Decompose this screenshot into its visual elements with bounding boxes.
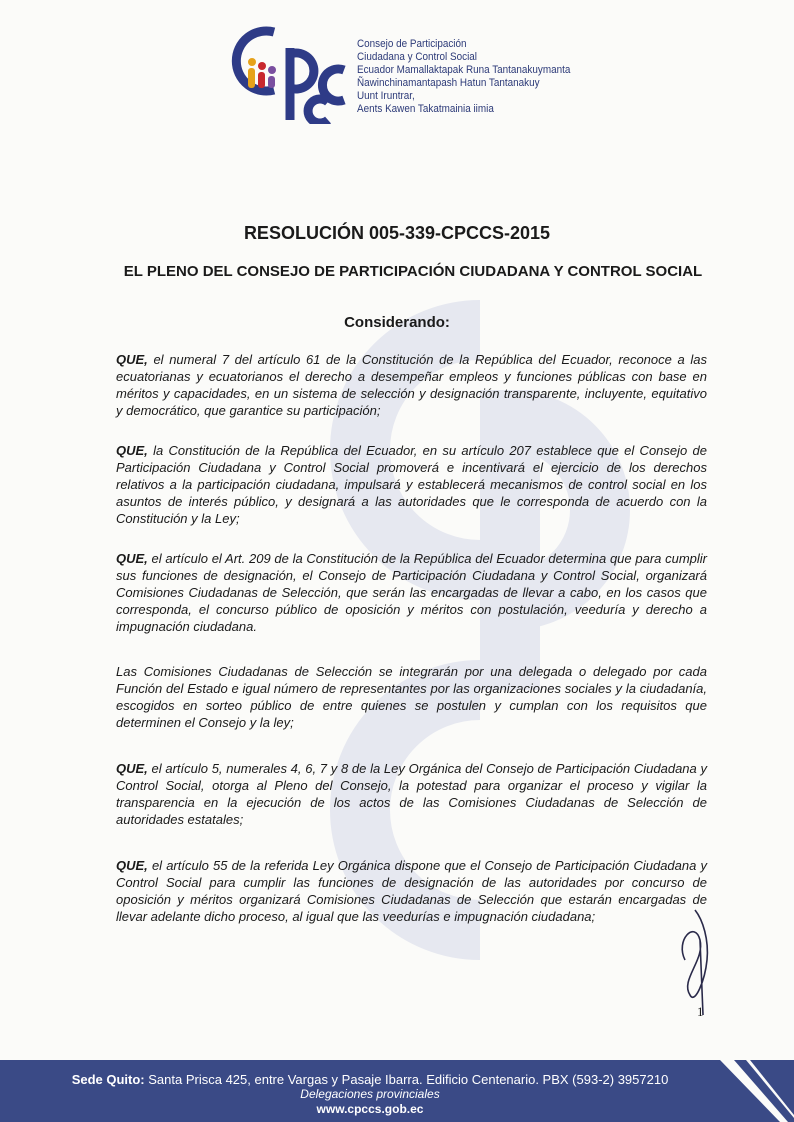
paragraph <box>116 550 707 635</box>
footer-website[interactable]: www.cpccs.gob.ec <box>316 1102 424 1116</box>
paragraph <box>116 442 707 527</box>
paragraph <box>116 857 707 925</box>
page-number: 1 <box>697 1004 704 1019</box>
footer-corner-decoration <box>720 1060 794 1122</box>
paragraph-text: el artículo 55 de la referida Ley Orgánica dispone que el Consejo de Participación Ciudadana y Control Social para cumplir las funciones de designación de las autoridades por concurso de oposición y méritos organizará Comisiones Ciudadanas de Selección que estarán encargadas de llevar adelante dicho proceso, al igual que las veedurías e impugnación ciudadana; <box>116 858 707 924</box>
org-line: Ecuador Mamallaktapak Runa Tantanakuymanta <box>357 64 571 76</box>
org-line: Ciudadana y Control Social <box>357 51 477 63</box>
handwritten-signature <box>665 900 725 1020</box>
paragraph-text: Las Comisiones Ciudadanas de Selección se integrarán por una delegada o delegado por cada Función del Estado e igual número de representantes por las organizaciones sociales y la ciudadanía, escogidos en sorteo público de entre quienes se postulen y cumplan con los requisitos que determinen el Consejo y la ley; <box>116 664 707 730</box>
paragraph-lead: QUE, <box>116 443 148 458</box>
paragraph <box>116 351 707 419</box>
paragraph-text: el numeral 7 del artículo 61 de la Constitución de la República del Ecuador, reconoce a las ecuatorianas y ecuatorianos el derecho a desempeñar empleos y funciones públicas con base en méritos y capacidades, en un sistema de selección y designación transparente, incluyente, equitativo y democrático, que garantice su participación; <box>116 352 707 418</box>
resolution-title: RESOLUCIÓN 005-339-CPCCS-2015 <box>243 223 551 243</box>
paragraph-lead: QUE, <box>116 551 148 566</box>
paragraph <box>116 663 707 731</box>
footer-bar <box>0 1060 794 1122</box>
org-line: Aents Kawen Takatmainia iimia <box>357 103 494 115</box>
org-line: Ñawinchinamantapash Hatun Tantanakuy <box>357 77 540 89</box>
paragraph-text: el artículo 5, numerales 4, 6, 7 y 8 de la Ley Orgánica del Consejo de Participación Ciudadana y Control Social, otorga al Pleno del Consejo, la potestad para organizar el proceso y vigilar la transparencia en la ejecución de los actos de las Comisiones Ciudadanas de Selección de autoridades estatales; <box>116 761 707 827</box>
paragraph-lead: QUE, <box>116 761 148 776</box>
org-line: Uunt Iruntrar, <box>357 90 415 102</box>
resolution-subtitle: EL PLENO DEL CONSEJO DE PARTICIPACIÓN CIUDADANA Y CONTROL SOCIAL <box>123 263 703 280</box>
cpccs-logo-icon <box>226 20 356 124</box>
paragraph-text: el artículo el Art. 209 de la Constitución de la República del Ecuador determina que para cumplir sus funciones de designación, el Consejo de Participación Ciudadana y Control Social, organizará Comisiones Ciudadanas de Selección, que serán las encargadas de llevar a cabo, en los casos que corresponda, el concurso público de oposición y méritos con postulación, veeduría y derecho a impugnación ciudadana. <box>116 551 707 634</box>
org-line: Consejo de Participación <box>357 38 467 50</box>
footer-address-text: Santa Prisca 425, entre Vargas y Pasaje Ibarra. Edificio Centenario. PBX (593-2) 3957210 <box>144 1072 669 1087</box>
paragraph-text: la Constitución de la República del Ecuador, en su artículo 207 establece que el Consejo de Participación Ciudadana y Control Social promoverá e incentivará el ejercicio de los derechos relativos a la participación ciudadana, impulsará y establecerá mecanismos de control social en los asuntos de interés público, y designará a las autoridades que le corresponda de acuerdo con la Constitución y la Ley; <box>116 443 707 526</box>
footer-label: Sede Quito: <box>71 1072 145 1087</box>
paragraph-lead: QUE, <box>116 352 148 367</box>
footer-address <box>0 1072 740 1087</box>
considerando-heading: Considerando: <box>344 314 450 331</box>
paragraph <box>116 760 707 828</box>
paragraph-lead: QUE, <box>116 858 148 873</box>
organization-name <box>357 38 570 116</box>
footer-delegaciones: Delegaciones provinciales <box>300 1087 440 1101</box>
